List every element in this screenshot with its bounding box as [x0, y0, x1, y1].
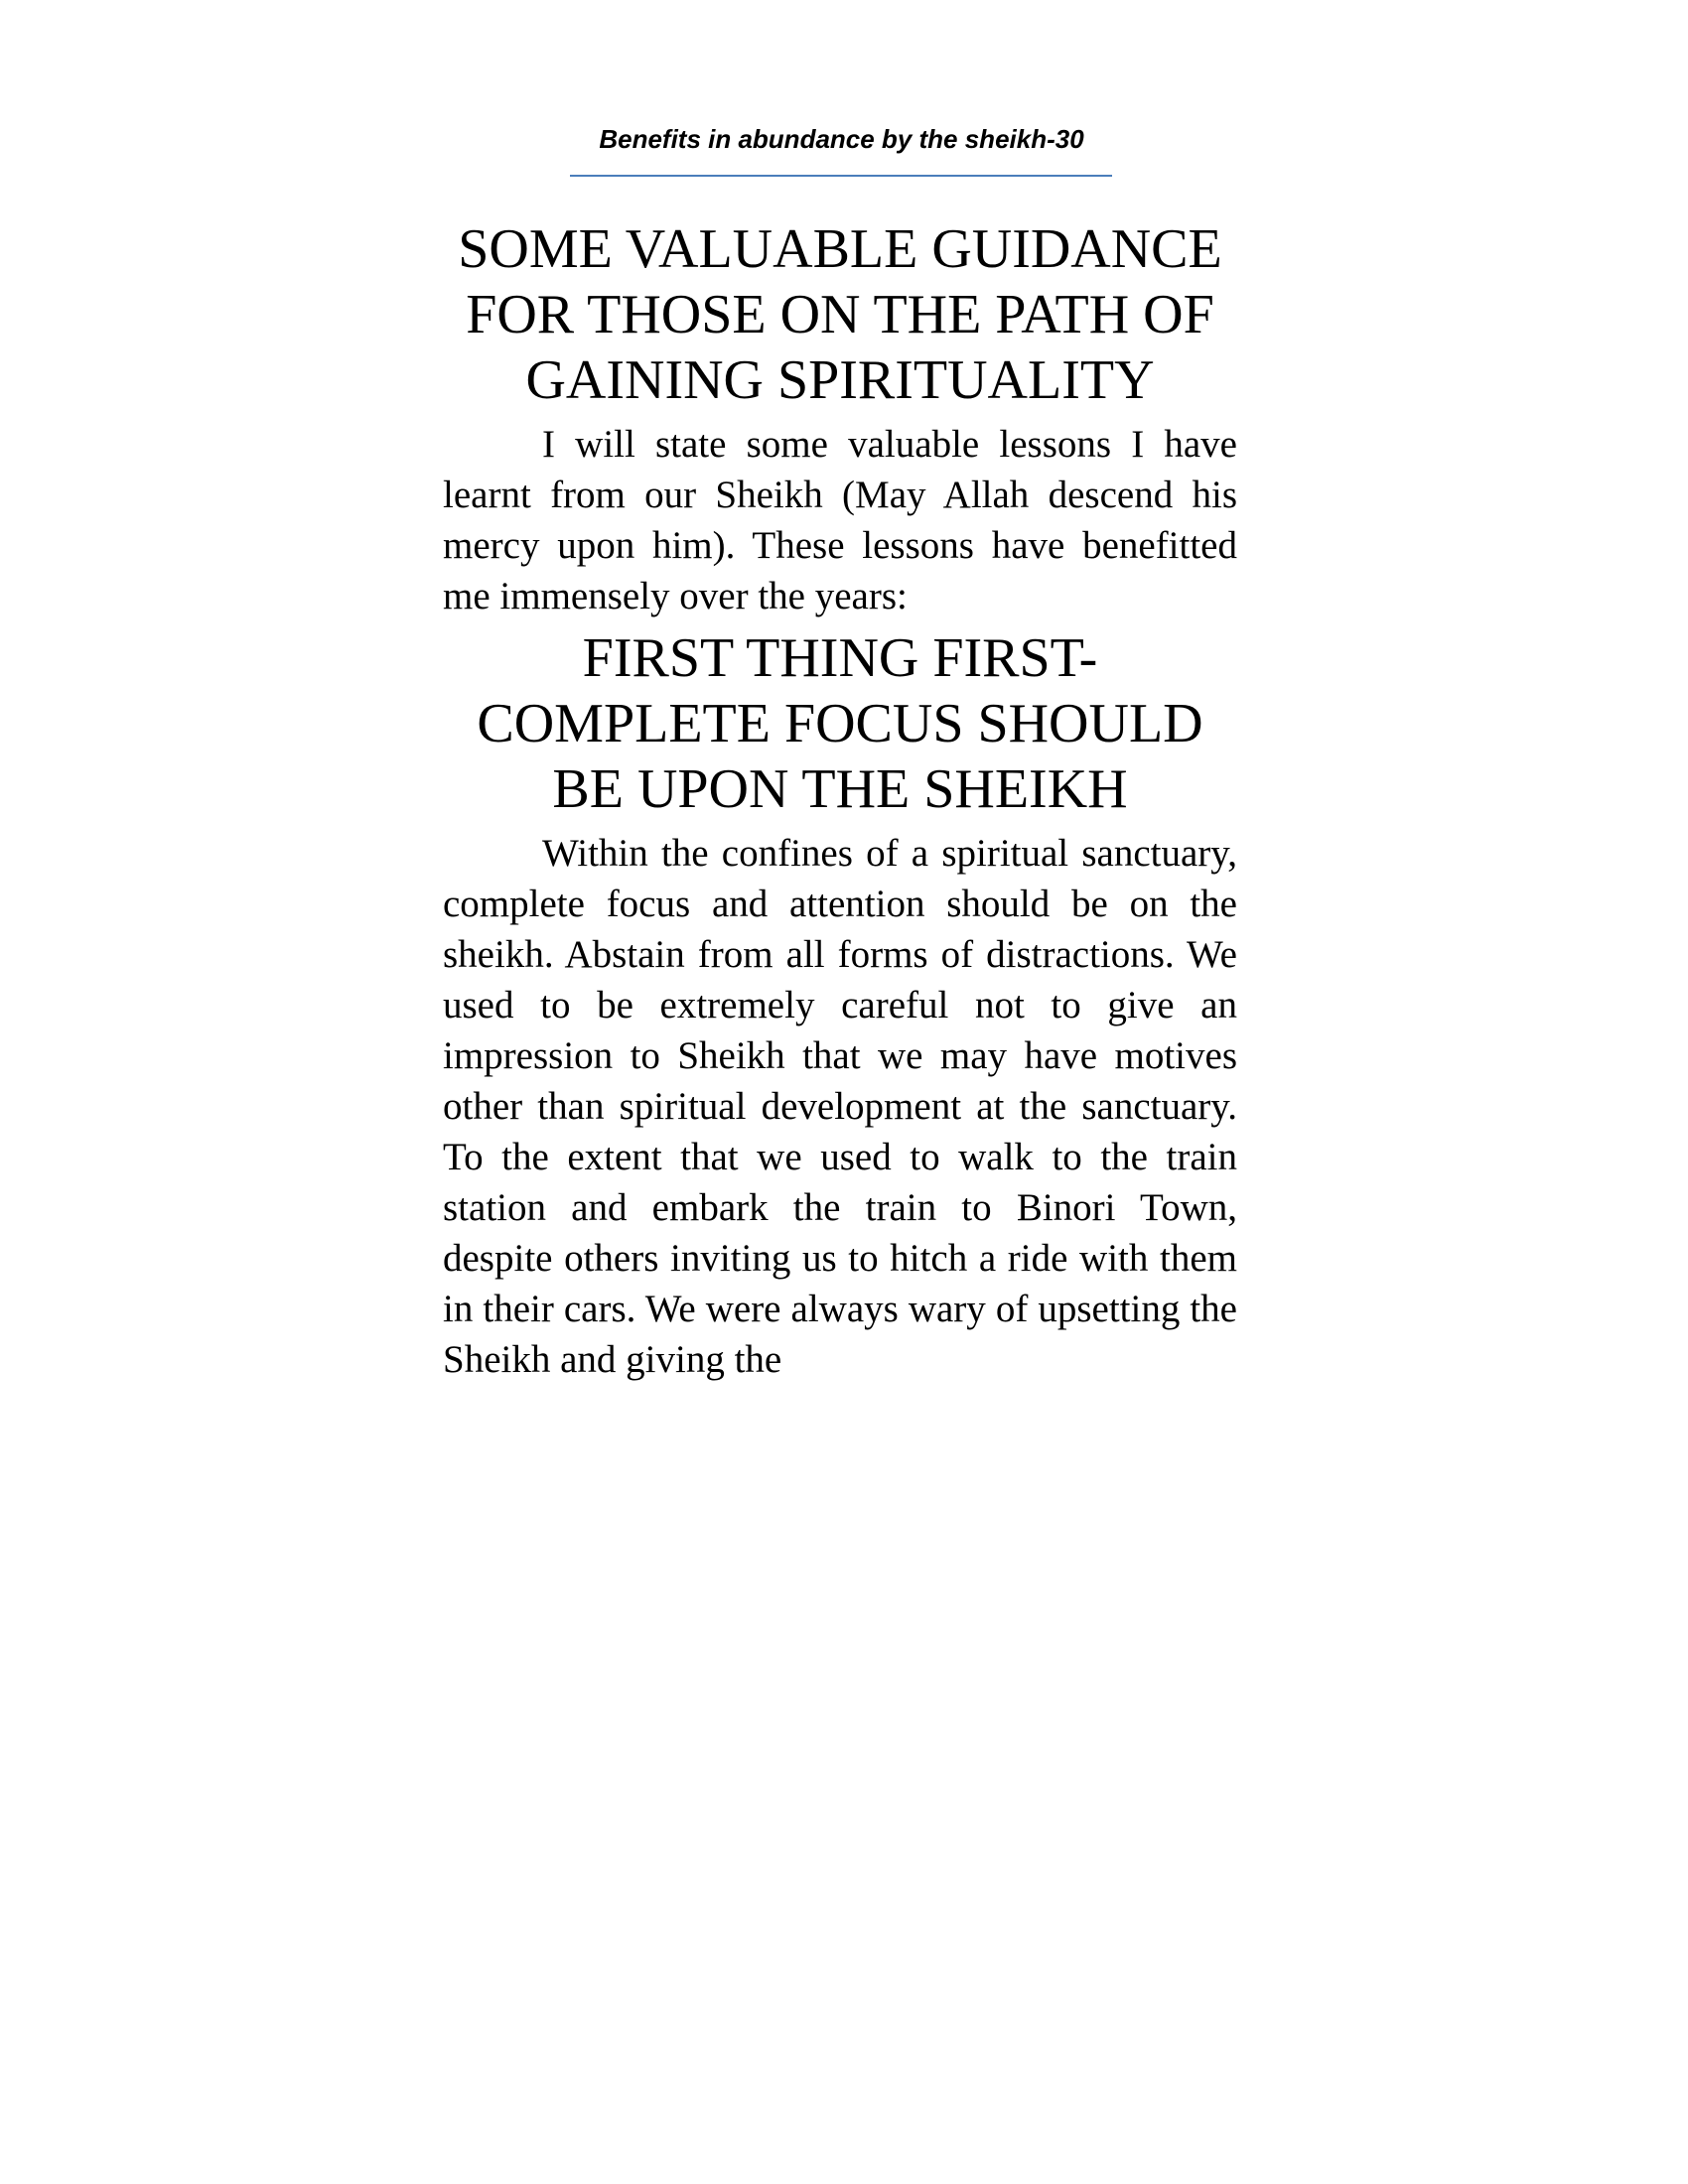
section-paragraph-intro: I will state some valuable lessons I have learnt from our Sheikh (May Allah descend his mercy upon him). These lessons have benefitted me immensely over the years:: [443, 423, 1237, 617]
section-heading-guidance: SOME VALUABLE GUIDANCE FOR THOSE ON THE PATH OF GAINING SPIRITUALITY: [458, 218, 1222, 411]
running-header: Benefits in abundance by the sheikh-30: [599, 124, 1084, 154]
header-rule: [570, 175, 1112, 177]
section-heading-focus: FIRST THING FIRST-COMPLETE FOCUS SHOULD BE UPON THE SHEIKH: [477, 627, 1203, 820]
page-content: [443, 216, 1237, 1385]
section-paragraph-focus: Within the confines of a spiritual sanctuary, complete focus and attention should be on the sheikh. Abstain from all forms of distractions. We used to be extremely careful not to give an impression to Sheikh that we may have motives other than spiritual development at the sanctuary. To the extent that we used to walk to the train station and embark the train to Binori Town, despite others inviting us to hitch a ride with them in their cars. We were always wary of upsetting the Sheikh and giving the: [443, 832, 1237, 1381]
